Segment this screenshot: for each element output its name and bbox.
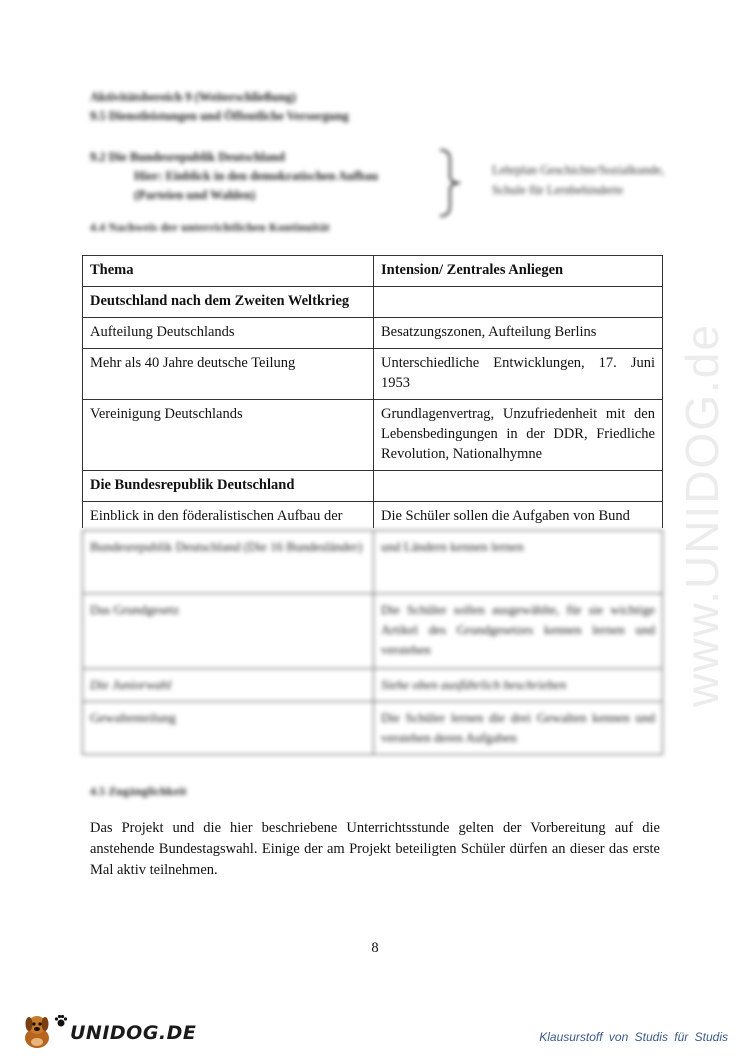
table-cell-intension: Unterschiedliche Entwicklungen, 17. Juni 1953 bbox=[374, 349, 663, 400]
table-cell-intension: Besatzungszonen, Aufteilung Berlins bbox=[374, 318, 663, 349]
table-row bbox=[83, 471, 663, 502]
lehrplan-note bbox=[492, 160, 664, 200]
section-4-5-heading: 4.5 Zugänglichkeit bbox=[90, 786, 187, 798]
table-cell-thema: Bundesrepublik Deutschland (Die 16 Bundesländer) bbox=[83, 531, 374, 594]
table-cell-intension: und Ländern kennen lernen bbox=[374, 531, 663, 594]
section-9-2 bbox=[90, 148, 378, 205]
table-row bbox=[83, 287, 663, 318]
table-cell-thema: Gewaltenteilung bbox=[83, 702, 374, 755]
section-9-2-title: 9.2 Die Bundesrepublik Deutschland bbox=[90, 150, 285, 164]
unidog-logo[interactable] bbox=[20, 1010, 196, 1050]
table-cell-intension: Die Schüler lernen die drei Gewalten kennen und verstehen deren Aufgaben bbox=[374, 702, 663, 755]
table-cell-intension: Grundlagenvertrag, Unzufriedenheit mit den Lebensbedingungen in der DDR, Friedliche Revolution, Nationalhymne bbox=[374, 400, 663, 471]
curly-brace-icon bbox=[436, 148, 468, 218]
table-cell-intension: Siehe oben ausführlich beschrieben bbox=[374, 669, 663, 702]
section-9-2-subtitle: Hier: Einblick in den demokratischen Aufbau bbox=[134, 169, 379, 183]
header-line-2: 9.5 Dienstleistungen und Öffentliche Versorgung bbox=[90, 109, 349, 123]
blurred-table bbox=[82, 530, 663, 755]
table-row bbox=[83, 318, 663, 349]
topic-table bbox=[82, 255, 663, 528]
table-header-thema: Thema bbox=[83, 256, 374, 287]
page-number: 8 bbox=[371, 940, 379, 956]
header-line-1: Aktivitätsbereich 9 (Weiterschließung) bbox=[90, 90, 296, 104]
section-4-4-heading: 4.4 Nachweis der unterrichtlichen Kontinuität bbox=[90, 222, 330, 234]
table-cell-intension bbox=[374, 471, 663, 502]
table-cell-intension: Die Schüler sollen die Aufgaben von Bund bbox=[374, 502, 663, 529]
table-row bbox=[83, 400, 663, 471]
table-header-intension: Intension/ Zentrales Anliegen bbox=[374, 256, 663, 287]
blurred-table-section bbox=[82, 530, 663, 750]
table-cell-thema: Aufteilung Deutschlands bbox=[83, 318, 374, 349]
table-row bbox=[83, 594, 663, 669]
table-header-row bbox=[83, 256, 663, 287]
table-cell-thema: Einblick in den föderalistischen Aufbau der bbox=[83, 502, 374, 529]
table-cell-thema: Die Bundesrepublik Deutschland bbox=[83, 471, 374, 502]
table-row bbox=[83, 349, 663, 400]
footer-tagline: Klausurstoff von Studis für Studis bbox=[539, 1030, 728, 1044]
table-cell-intension bbox=[374, 287, 663, 318]
paw-icon bbox=[54, 1014, 68, 1028]
table-cell-intension: Die Schüler sollen ausgewählte, für sie wichtige Artikel des Grundgesetzes kennen lernen und verstehen bbox=[374, 594, 663, 669]
table-row bbox=[83, 702, 663, 755]
watermark-text: www.UNIDOG.de bbox=[676, 323, 729, 707]
table-cell-thema: Vereinigung Deutschlands bbox=[83, 400, 374, 471]
table-cell-thema: Mehr als 40 Jahre deutsche Teilung bbox=[83, 349, 374, 400]
table-row bbox=[83, 669, 663, 702]
dog-mascot-icon bbox=[20, 1012, 54, 1050]
body-paragraph: Das Projekt und die hier beschriebene Unterrichtsstunde gelten der Vorbereitung auf die anstehende Bundestagswahl. Einige der am Projekt beteiligten Schüler dürfen an dieser das erste Mal aktiv teilnehmen. bbox=[90, 820, 660, 878]
table-row bbox=[83, 531, 663, 594]
table-cell-thema: Die Juniorwahl bbox=[83, 669, 374, 702]
logo-text: UNIDOG.DE bbox=[70, 1022, 197, 1044]
section-9-2-subtitle-2: (Parteien und Wahlen) bbox=[134, 188, 256, 202]
lehrplan-line-2: Schule für Lernbehinderte bbox=[492, 183, 624, 197]
table-cell-thema: Deutschland nach dem Zweiten Weltkrieg bbox=[83, 287, 374, 318]
watermark bbox=[672, 280, 732, 750]
header-block bbox=[90, 88, 690, 126]
table-cell-thema: Das Grundgesetz bbox=[83, 594, 374, 669]
table-row bbox=[83, 502, 663, 529]
lehrplan-line-1: Lehrplan Geschichte/Sozialkunde, bbox=[492, 163, 665, 177]
